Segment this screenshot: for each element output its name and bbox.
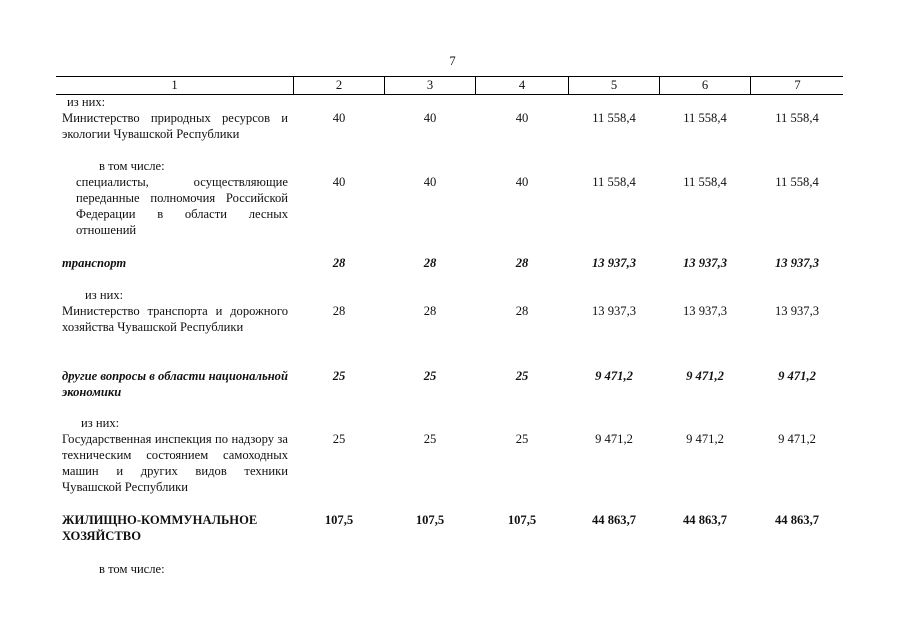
table-cell: 40 (515, 111, 529, 125)
table-cell: 40 (332, 175, 346, 189)
table-cell: 13 937,3 (591, 256, 637, 270)
table-cell: 9 471,2 (686, 369, 724, 383)
table-cell: 28 (332, 256, 346, 270)
table-cell: 25 (423, 432, 437, 446)
column-header-2: 2 (293, 77, 384, 94)
table-cell: 28 (423, 304, 437, 318)
table-cell: 40 (332, 111, 346, 125)
column-header-4: 4 (475, 77, 568, 94)
table-cell: 28 (515, 256, 529, 270)
table-cell: 11 558,4 (592, 111, 636, 125)
column-header-7: 7 (750, 77, 844, 94)
subheading-including: в том числе: (99, 159, 165, 173)
table-cell: 13 937,3 (682, 256, 728, 270)
table-cell: 40 (515, 175, 529, 189)
row-label-forest-specialists: специалисты, осуществляющие переданные полномочия Российской Федерации в области лесных отношений (76, 175, 288, 237)
table-cell: 40 (423, 175, 437, 189)
table-cell: 25 (423, 369, 437, 383)
table-cell: 40 (423, 111, 437, 125)
table-cell: 107,5 (324, 513, 354, 527)
table-cell: 44 863,7 (774, 513, 820, 527)
table-cell: 25 (332, 432, 346, 446)
table-cell: 13 937,3 (774, 304, 820, 318)
table-cell: 28 (515, 304, 529, 318)
table-cell: 9 471,2 (778, 432, 816, 446)
table-cell: 44 863,7 (591, 513, 637, 527)
column-header-5: 5 (568, 77, 659, 94)
table-cell: 13 937,3 (591, 304, 637, 318)
row-label-other-economy: другие вопросы в области национальной экономики (62, 369, 288, 399)
row-label-ministry-transport: Министерство транспорта и дорожного хозяйства Чувашской Республики (62, 304, 288, 334)
row-label-housing-utilities: ЖИЛИЩНО-КОММУНАЛЬНОЕ ХОЗЯЙСТВО (62, 513, 258, 543)
column-header-3: 3 (384, 77, 475, 94)
subheading-of-them: из них: (67, 95, 106, 109)
row-label-transport: транспорт (62, 256, 127, 270)
table-cell: 11 558,4 (683, 175, 727, 189)
table-cell: 9 471,2 (595, 369, 633, 383)
table-cell: 9 471,2 (778, 369, 816, 383)
subheading-of-them: из них: (81, 416, 120, 430)
table-cell: 11 558,4 (775, 111, 819, 125)
table-cell: 25 (332, 369, 346, 383)
table-cell: 28 (332, 304, 346, 318)
table-cell: 107,5 (415, 513, 445, 527)
table-cell: 25 (515, 369, 529, 383)
table-cell: 107,5 (507, 513, 537, 527)
table-cell: 11 558,4 (683, 111, 727, 125)
page-number: 7 (449, 54, 456, 68)
table-cell: 11 558,4 (775, 175, 819, 189)
table-cell: 13 937,3 (774, 256, 820, 270)
column-header-1: 1 (171, 78, 178, 92)
column-header-6: 6 (659, 77, 750, 94)
table-cell: 9 471,2 (686, 432, 724, 446)
table-header (56, 76, 843, 95)
table-cell: 13 937,3 (682, 304, 728, 318)
table-cell: 44 863,7 (682, 513, 728, 527)
row-label-ministry-natural-resources: Министерство природных ресурсов и экологии Чувашской Республики (62, 111, 288, 141)
row-label-state-inspection: Государственная инспекция по надзору за техническим состоянием самоходных машин и других видов техники Чувашской Республики (62, 432, 288, 494)
table-cell: 9 471,2 (595, 432, 633, 446)
subheading-of-them: из них: (85, 288, 124, 302)
subheading-including: в том числе: (99, 562, 165, 576)
table-cell: 28 (423, 256, 437, 270)
table-cell: 25 (515, 432, 529, 446)
table-cell: 11 558,4 (592, 175, 636, 189)
